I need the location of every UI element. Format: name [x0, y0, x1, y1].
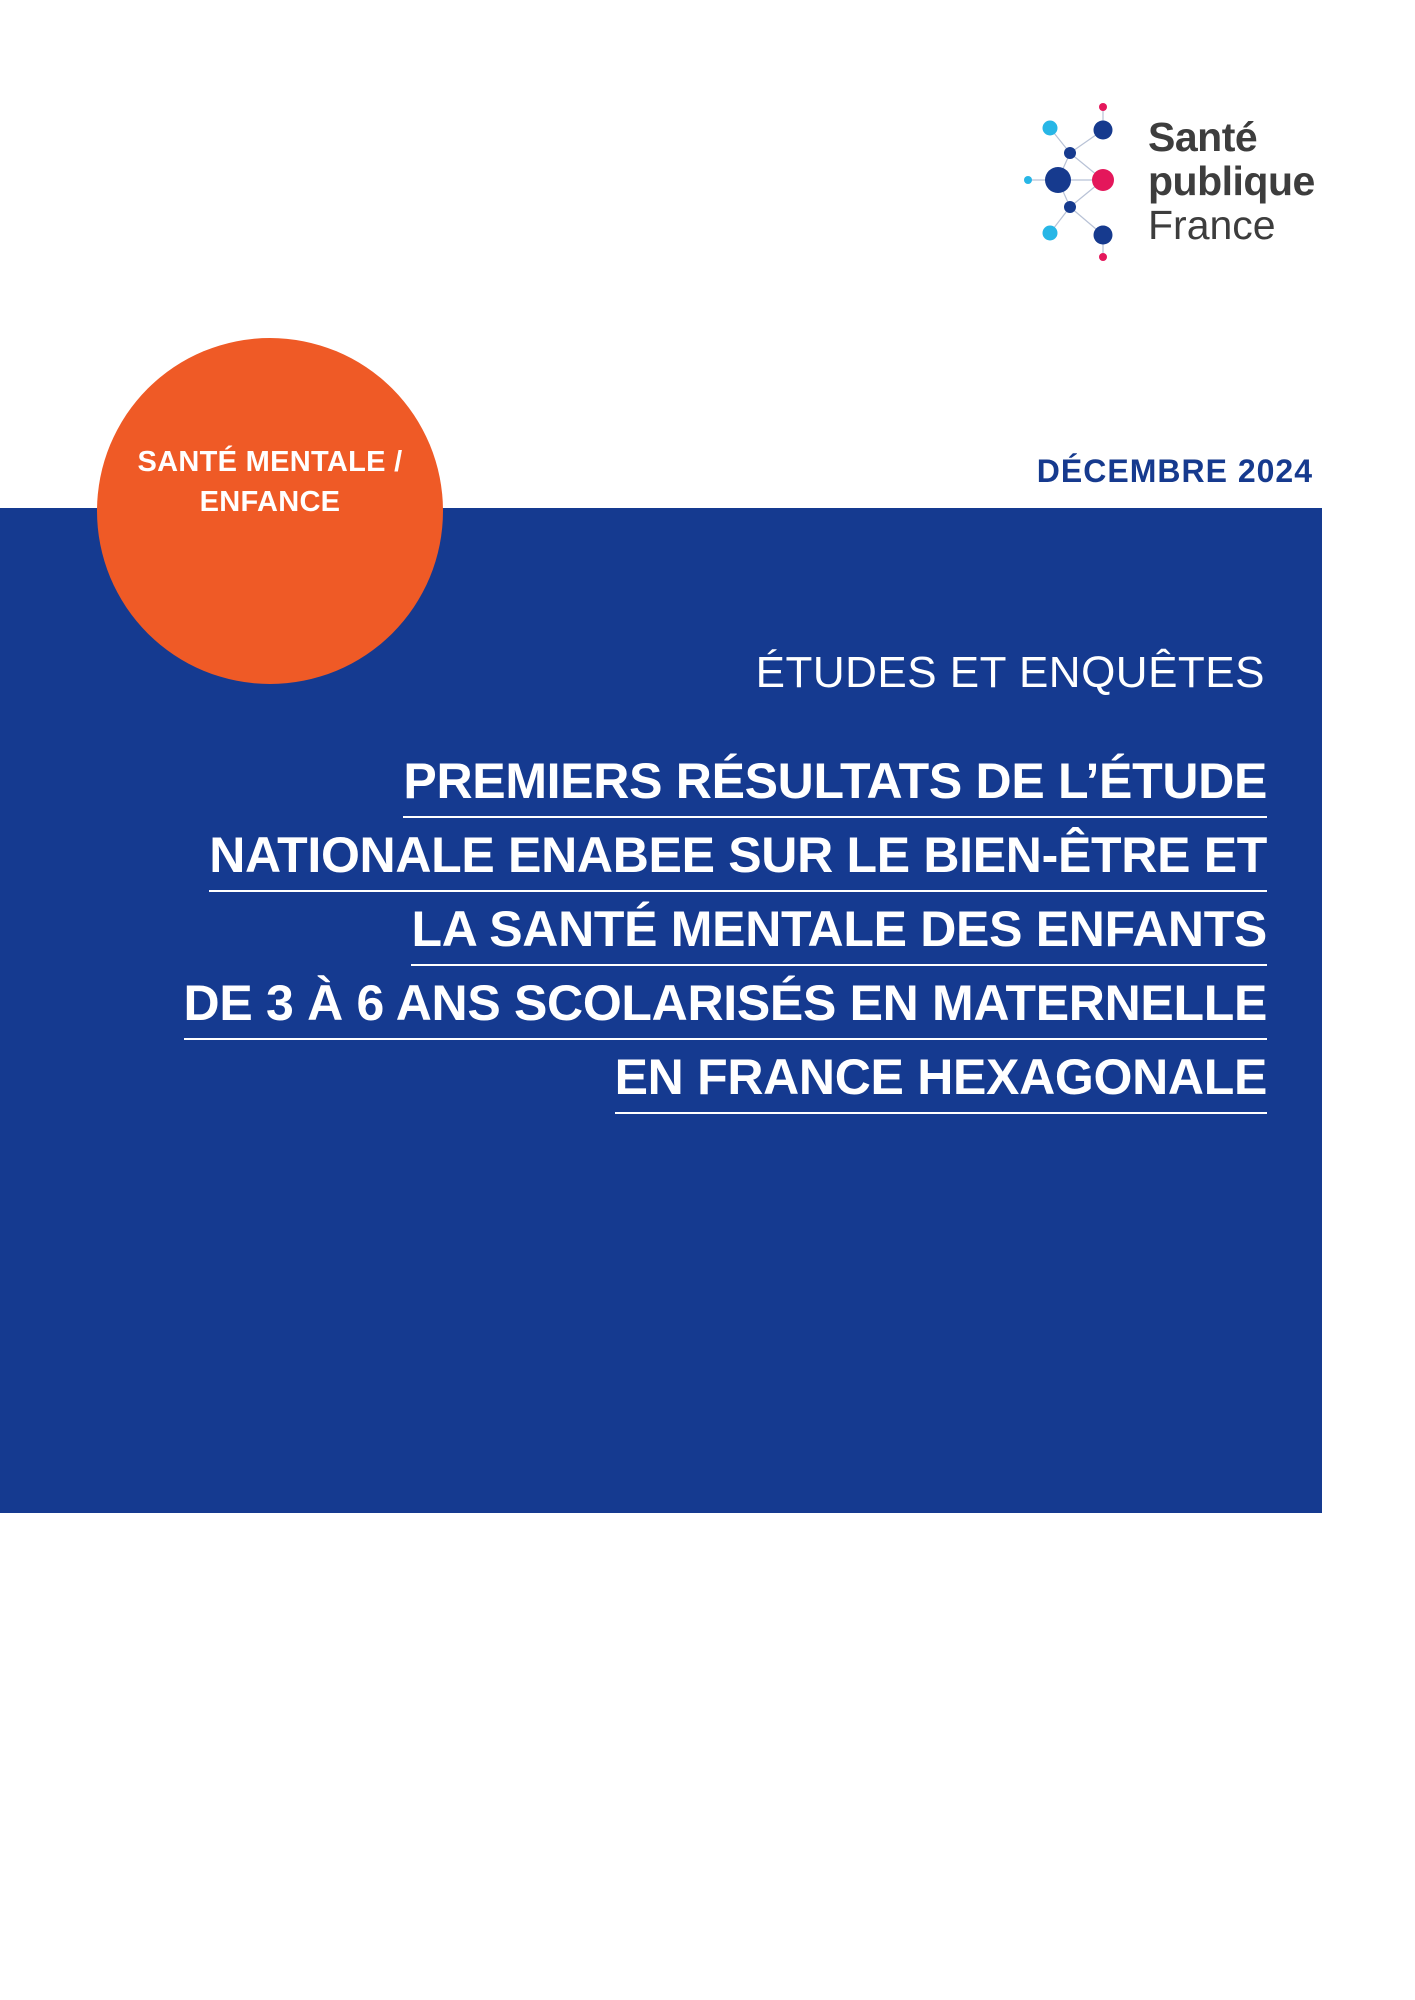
- document-title: [117, 752, 1267, 1122]
- title-line: EN FRANCE HEXAGONALE: [615, 1048, 1267, 1114]
- logo-wordmark: [1148, 115, 1315, 247]
- publication-date: DÉCEMBRE 2024: [1036, 453, 1313, 489]
- title-line: PREMIERS RÉSULTATS DE L’ÉTUDE: [403, 752, 1267, 818]
- topic-badge: [97, 338, 443, 684]
- topic-badge-text: [138, 442, 403, 522]
- logo-line-publique: publique: [1148, 158, 1315, 204]
- molecule-logo-icon: [1020, 95, 1145, 275]
- series-label: ÉTUDES ET ENQUÊTES: [755, 648, 1265, 697]
- logo-line-france: France: [1148, 202, 1276, 248]
- title-line: NATIONALE ENABEE SUR LE BIEN-ÊTRE ET: [209, 826, 1267, 892]
- topic-badge-line-1: SANTÉ MENTALE /: [137, 446, 403, 478]
- title-line: DE 3 À 6 ANS SCOLARISÉS EN MATERNELLE: [184, 974, 1267, 1040]
- logo-line-sante: Santé: [1148, 114, 1258, 160]
- topic-badge-line-2: ENFANCE: [199, 486, 341, 518]
- title-line: LA SANTÉ MENTALE DES ENFANTS: [411, 900, 1267, 966]
- sante-publique-france-logo: [1020, 95, 1340, 275]
